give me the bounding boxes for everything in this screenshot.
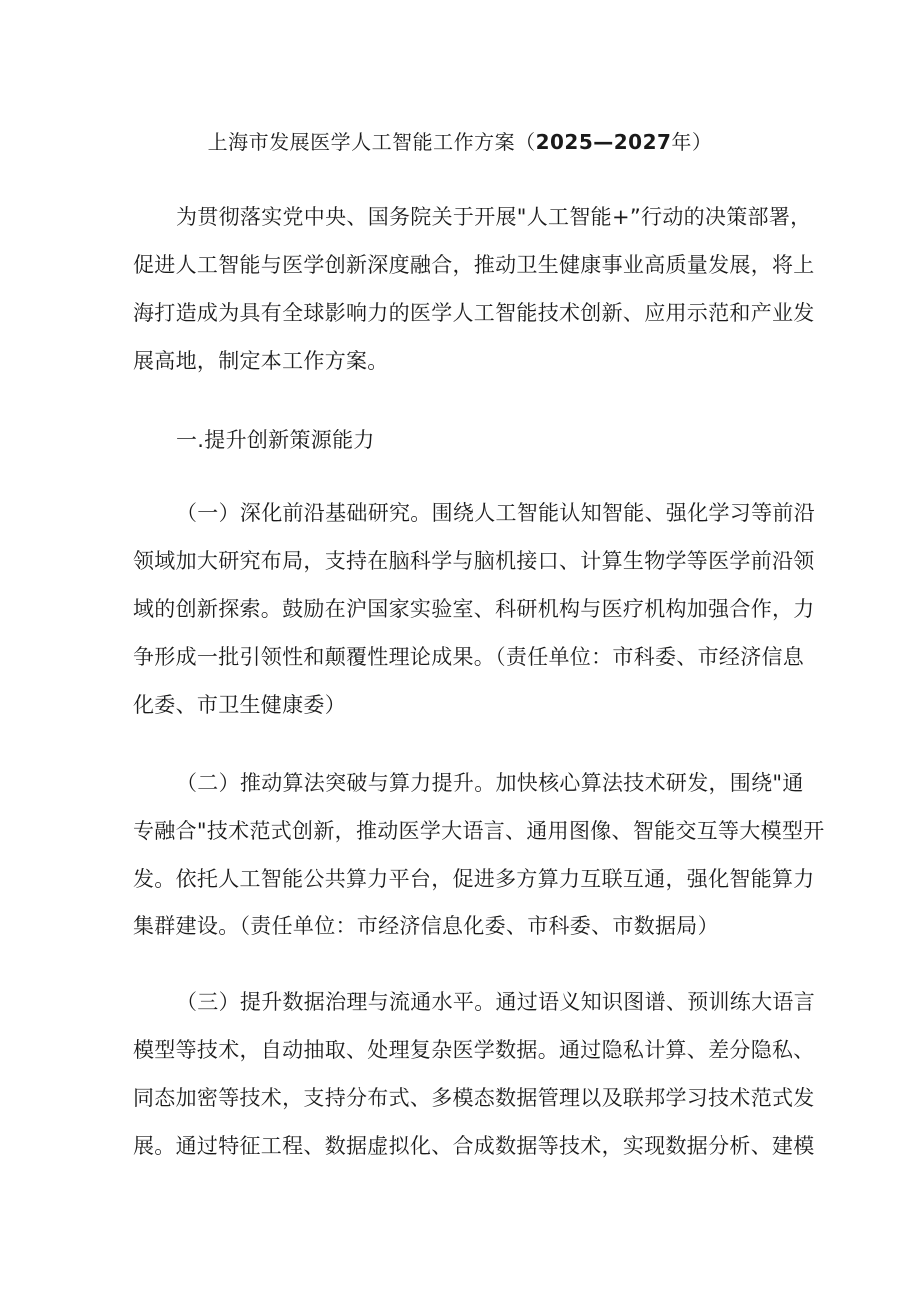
- title-years: 2025—2027: [535, 130, 672, 154]
- item3-line: 展。通过特征工程、数据虚拟化、合成数据等技术，实现数据分析、建模: [133, 1134, 815, 1158]
- item3-line: （三）提升数据治理与流通水平。通过语义知识图谱、预训练大语言: [176, 990, 815, 1014]
- item2-line: （二）推动算法突破与算力提升。加快核心算法技术研发，围绕"通: [176, 771, 804, 795]
- item1-line: 领域加大研究布局，支持在脑科学与脑机接口、计算生物学等医学前沿领: [133, 549, 815, 573]
- item2-line: 发。依托人工智能公共算力平台，促进多方算力互联互通，强化智能算力: [133, 867, 815, 891]
- item3-line: 同态加密等技术，支持分布式、多模态数据管理以及联邦学习技术范式发: [133, 1086, 815, 1110]
- item2-line: 专融合"技术范式创新，推动医学大语言、通用图像、智能交互等大模型开: [133, 819, 825, 843]
- intro-line: 促进人工智能与医学创新深度融合，推动卫生健康事业高质量发展，将上: [133, 253, 815, 277]
- item1-line: 域的创新探索。鼓励在沪国家实验室、科研机构与医疗机构加强合作，力: [133, 597, 815, 621]
- section-heading: 一.提升创新策源能力: [176, 428, 375, 452]
- title-suffix: 年）: [671, 130, 713, 154]
- item1-line: 争形成一批引领性和颠覆性理论成果。（责任单位：市科委、市经济信息: [133, 645, 805, 669]
- title-prefix: 上海市发展医学人工智能工作方案（: [207, 130, 536, 154]
- item2-line: 集群建设。（责任单位：市经济信息化委、市科委、市数据局）: [133, 914, 719, 938]
- item1-line: 化委、市卫生健康委）: [133, 693, 346, 717]
- intro-line: 海打造成为具有全球影响力的医学人工智能技术创新、应用示范和产业发: [133, 301, 815, 325]
- page-title: [0, 126, 920, 158]
- intro-line: 为贯彻落实党中央、国务院关于开展"人工智能+”行动的决策部署，: [176, 205, 812, 229]
- item3-line: 模型等技术，自动抽取、处理复杂医学数据。通过隐私计算、差分隐私、: [133, 1038, 815, 1062]
- item1-line: （一）深化前沿基础研究。围绕人工智能认知智能、强化学习等前沿: [176, 501, 815, 525]
- intro-line: 展高地，制定本工作方案。: [133, 349, 389, 373]
